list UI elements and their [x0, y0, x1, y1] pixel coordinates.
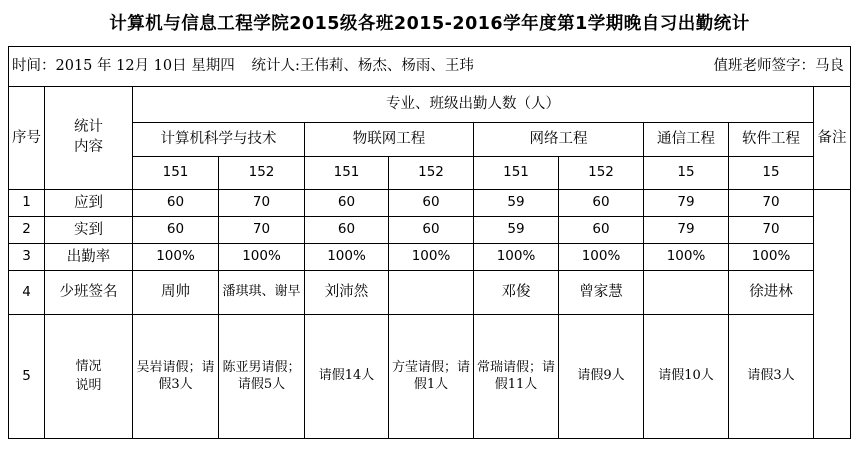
- table-cell: 70: [729, 190, 814, 217]
- major-row: [9, 123, 851, 157]
- signature-cell: 周帅: [133, 271, 219, 315]
- remark-cell: [814, 190, 851, 439]
- major-header: 网络工程: [474, 123, 644, 157]
- table-cell: 100%: [219, 244, 305, 271]
- major-header: 计算机科学与技术: [133, 123, 305, 157]
- table-cell: 100%: [729, 244, 814, 271]
- table-row: [9, 217, 851, 244]
- signature-cell: [389, 271, 474, 315]
- table-cell: 60: [559, 190, 644, 217]
- table-cell: 60: [133, 217, 219, 244]
- major-header: 通信工程: [644, 123, 729, 157]
- attendance-table: [8, 46, 851, 439]
- table-cell: 60: [559, 217, 644, 244]
- note-cell: 请假9人: [559, 315, 644, 439]
- note-cell: 方莹请假；请假1人: [389, 315, 474, 439]
- table-cell: 60: [305, 217, 389, 244]
- signature-cell: 徐进林: [729, 271, 814, 315]
- table-cell: 79: [644, 217, 729, 244]
- note-cell: 常瑞请假；请假11人: [474, 315, 559, 439]
- row-label: 应到: [45, 190, 133, 217]
- signature-cell: [644, 271, 729, 315]
- row-label: 出勤率: [45, 244, 133, 271]
- table-cell: 100%: [133, 244, 219, 271]
- class-header: 15: [644, 157, 729, 190]
- table-row: [9, 271, 851, 315]
- major-header: 软件工程: [729, 123, 814, 157]
- info-row: [9, 47, 851, 87]
- table-cell: 70: [219, 217, 305, 244]
- class-header: 151: [474, 157, 559, 190]
- content-header: 统计 内容: [45, 87, 133, 190]
- note-cell: 陈亚男请假；请假5人: [219, 315, 305, 439]
- counter-field: 统计人:王伟莉、杨杰、杨雨、王玮: [251, 58, 474, 75]
- class-header: 151: [133, 157, 219, 190]
- major-header: 物联网工程: [305, 123, 474, 157]
- table-cell: 60: [389, 217, 474, 244]
- class-row: [9, 157, 851, 190]
- table-cell: 100%: [474, 244, 559, 271]
- note-cell: 请假3人: [729, 315, 814, 439]
- class-header: 151: [305, 157, 389, 190]
- row-number: 5: [9, 315, 45, 439]
- row-label: 情况 说明: [45, 315, 133, 439]
- table-cell: 60: [305, 190, 389, 217]
- note-cell: 请假14人: [305, 315, 389, 439]
- table-row: [9, 244, 851, 271]
- row-label: 少班签名: [45, 271, 133, 315]
- table-cell: 70: [219, 190, 305, 217]
- signature-cell: 邓俊: [474, 271, 559, 315]
- table-cell: 100%: [559, 244, 644, 271]
- table-cell: 60: [389, 190, 474, 217]
- note-cell: 吴岩请假；请假3人: [133, 315, 219, 439]
- table-row: [9, 315, 851, 439]
- table-cell: 100%: [389, 244, 474, 271]
- page-title: 计算机与信息工程学院2015级各班2015-2016学年度第1学期晚自习出勤统计: [109, 14, 750, 34]
- class-header: 152: [559, 157, 644, 190]
- row-label: 实到: [45, 217, 133, 244]
- table-cell: 79: [644, 190, 729, 217]
- table-cell: 59: [474, 217, 559, 244]
- row-number: 4: [9, 271, 45, 315]
- signature-cell: 刘沛然: [305, 271, 389, 315]
- signature-cell: 潘琪琪、谢早: [219, 271, 305, 315]
- seq-header: 序号: [9, 87, 45, 190]
- group-header: 专业、班级出勤人数（人）: [133, 87, 814, 123]
- table-cell: 100%: [305, 244, 389, 271]
- class-header: 152: [389, 157, 474, 190]
- teacher-signature-field: 值班老师签字：马良: [713, 58, 845, 75]
- time-field: 时间：2015 年 12月 10日 星期四: [12, 58, 235, 75]
- row-number: 1: [9, 190, 45, 217]
- class-header: 152: [219, 157, 305, 190]
- remark-header: 备注: [814, 87, 851, 190]
- row-number: 3: [9, 244, 45, 271]
- signature-cell: 曾家慧: [559, 271, 644, 315]
- header-row: [9, 87, 851, 123]
- class-header: 15: [729, 157, 814, 190]
- table-cell: 59: [474, 190, 559, 217]
- table-cell: 60: [133, 190, 219, 217]
- table-cell: 70: [729, 217, 814, 244]
- table-cell: 100%: [644, 244, 729, 271]
- table-row: [9, 190, 851, 217]
- row-number: 2: [9, 217, 45, 244]
- note-cell: 请假10人: [644, 315, 729, 439]
